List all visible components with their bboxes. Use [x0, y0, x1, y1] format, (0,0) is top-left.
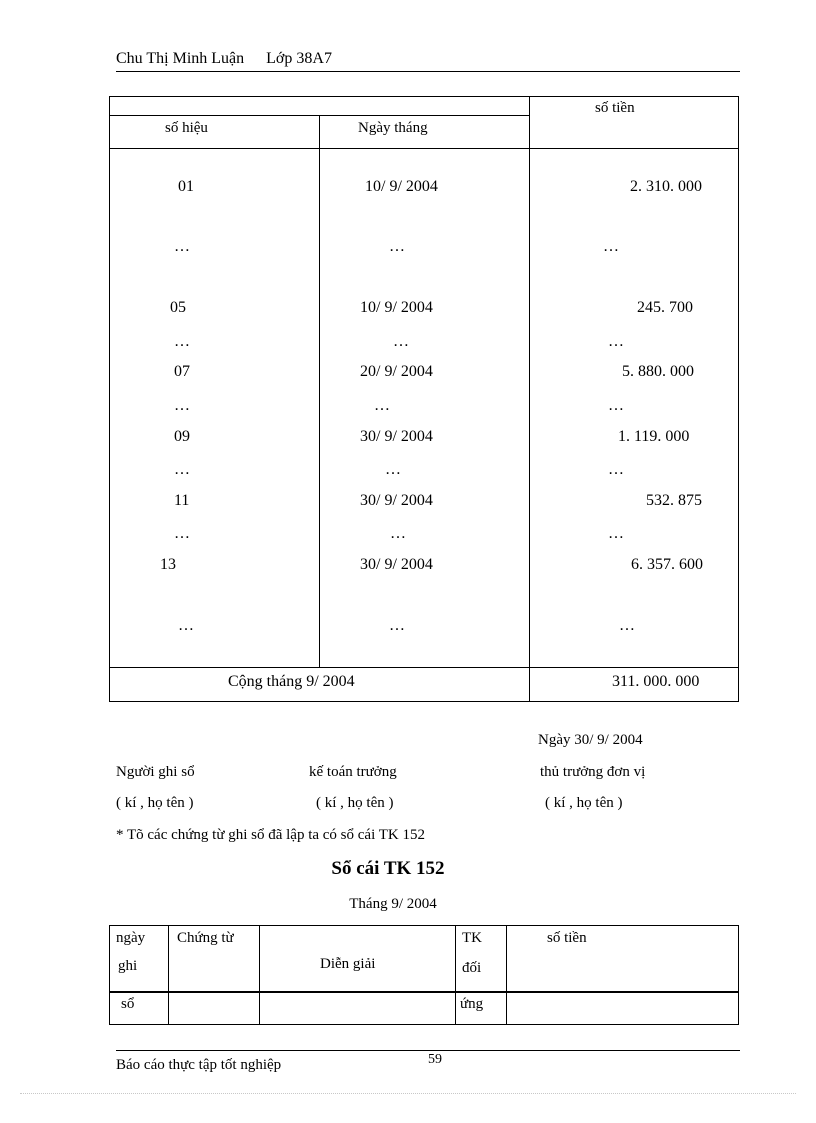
- total-value: 311. 000. 000: [612, 673, 700, 690]
- chief-sign-note: ( kí , họ tên ): [316, 795, 394, 811]
- row-tien: 2. 310. 000: [630, 178, 702, 195]
- col-header-ngay: ngày: [116, 930, 146, 946]
- row-so-hieu: 05: [170, 299, 186, 316]
- row-tien: …: [608, 461, 624, 478]
- row-ngay: 10/ 9/ 2004: [365, 178, 438, 195]
- row-tien: 1. 119. 000: [618, 428, 690, 445]
- row-ngay: …: [393, 333, 409, 350]
- row-ngay: …: [374, 397, 390, 414]
- row-so-hieu: 11: [174, 492, 190, 509]
- recorder-sign-note: ( kí , họ tên ): [116, 795, 194, 811]
- divider: [529, 97, 530, 149]
- divider: [319, 115, 320, 668]
- row-so-hieu: …: [174, 238, 190, 255]
- row-so-hieu: …: [174, 461, 190, 478]
- col-header-ung: ứng: [460, 996, 484, 1012]
- footer-report-title: Báo cáo thực tập tốt nghiệp: [116, 1057, 282, 1073]
- class-label: Lớp 38A7: [266, 50, 332, 67]
- head-sign-note: ( kí , họ tên ): [545, 795, 623, 811]
- col-header-doi: đối: [462, 960, 482, 976]
- row-so-hieu: …: [174, 397, 190, 414]
- row-ngay: 20/ 9/ 2004: [360, 363, 433, 380]
- row-ngay: 30/ 9/ 2004: [360, 428, 433, 445]
- row-so-hieu: …: [174, 333, 190, 350]
- row-tien: …: [608, 397, 624, 414]
- footer-rule: [116, 1050, 740, 1051]
- row-tien: 532. 875: [646, 492, 702, 509]
- col-header-ngay-thang: Ngày tháng: [358, 120, 428, 136]
- journal-voucher-table: [109, 96, 739, 702]
- sign-date: Ngày 30/ 9/ 2004: [538, 732, 643, 748]
- ledger-title: Sổ cái TK 152: [331, 858, 445, 879]
- divider: [455, 926, 456, 1024]
- divider: [110, 148, 738, 149]
- col-header-so: sổ: [121, 996, 135, 1012]
- divider: [110, 667, 738, 668]
- total-label: Cộng tháng 9/ 2004: [228, 673, 355, 690]
- row-ngay: …: [385, 461, 401, 478]
- col-header-so-hieu: số hiệu: [165, 120, 208, 136]
- row-so-hieu: …: [174, 525, 190, 542]
- row-so-hieu: 13: [160, 556, 176, 573]
- row-so-hieu: 07: [174, 363, 190, 380]
- ledger-table: [109, 925, 739, 1025]
- divider: [168, 926, 169, 1024]
- author-name: Chu Thị Minh Luận: [116, 50, 245, 67]
- row-so-hieu: 09: [174, 428, 190, 445]
- row-ngay: 30/ 9/ 2004: [360, 556, 433, 573]
- row-tien: …: [619, 617, 635, 634]
- page-number: 59: [428, 1052, 442, 1067]
- divider: [259, 926, 260, 1024]
- running-header: [116, 50, 332, 68]
- row-ngay: 30/ 9/ 2004: [360, 492, 433, 509]
- col-header-ghi: ghi: [118, 958, 138, 974]
- divider: [506, 926, 507, 1024]
- recorder-title: Người ghi sổ: [116, 764, 195, 780]
- row-ngay: 10/ 9/ 2004: [360, 299, 433, 316]
- unit-head-title: thủ trưởng đơn vị: [540, 764, 646, 780]
- row-so-hieu: …: [178, 617, 194, 634]
- row-so-hieu: 01: [178, 178, 194, 195]
- col-header-dien-giai: Diễn giải: [320, 956, 376, 972]
- page-edge-rule: [20, 1093, 796, 1094]
- row-ngay: …: [390, 525, 406, 542]
- row-tien: 245. 700: [637, 299, 693, 316]
- row-ngay: …: [389, 617, 405, 634]
- col-header-chung-tu: Chứng từ: [177, 930, 234, 946]
- ledger-month: Tháng 9/ 2004: [349, 896, 437, 912]
- header-rule: [116, 71, 740, 72]
- col-header-so-tien: số tiền: [547, 930, 587, 946]
- col-header-so-tien: số tiền: [595, 100, 635, 116]
- ledger-note: * Tõ các chứng từ ghi sổ đã lập ta có sổ cái TK 152: [116, 827, 425, 843]
- row-tien: …: [608, 333, 624, 350]
- chief-accountant-title: kế toán trưởng: [309, 764, 397, 780]
- col-header-tk: TK: [462, 930, 482, 946]
- row-ngay: …: [389, 238, 405, 255]
- row-tien: 5. 880. 000: [622, 363, 694, 380]
- row-tien: 6. 357. 600: [631, 556, 703, 573]
- divider: [110, 991, 738, 993]
- divider: [529, 148, 530, 701]
- row-tien: …: [603, 238, 619, 255]
- row-tien: …: [608, 525, 624, 542]
